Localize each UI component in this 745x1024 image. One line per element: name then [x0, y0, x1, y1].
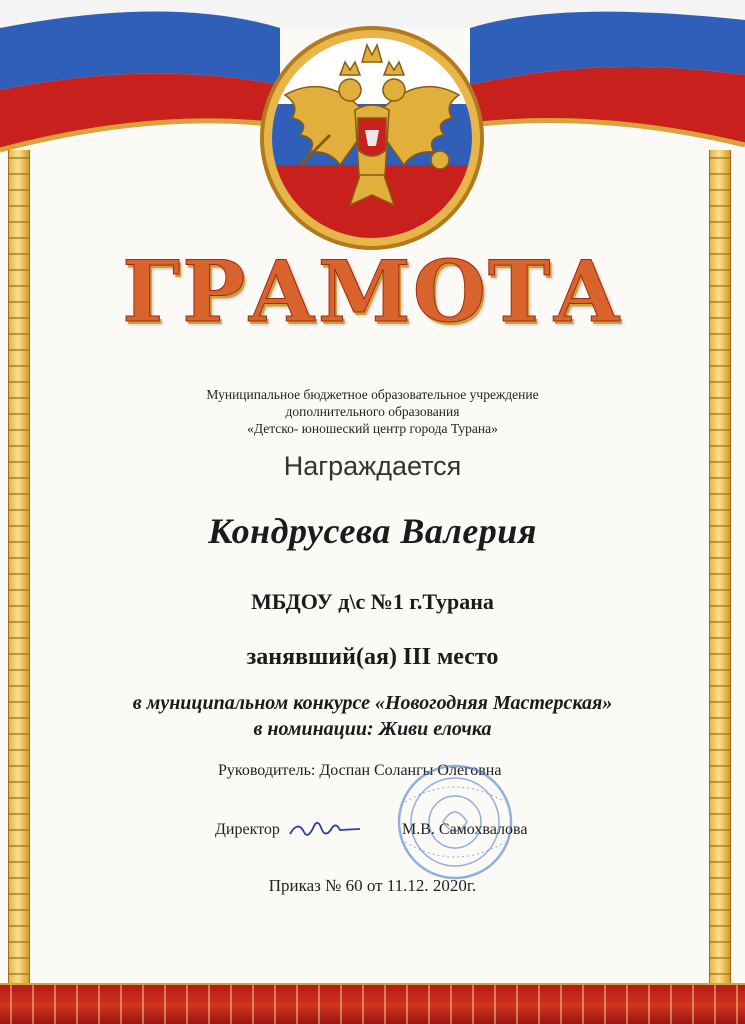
awarded-heading: Награждается	[283, 451, 462, 481]
nomination-line: в номинации: Живи елочка	[253, 718, 492, 740]
recipient-name: Кондрусева Валерия	[208, 511, 537, 551]
school-name: МБДОУ д\с №1 г.Турана	[251, 589, 494, 614]
director-label: Директор	[215, 821, 280, 838]
bottom-ornament-band	[0, 983, 745, 1024]
contest-description	[0, 690, 745, 742]
order-reference: Приказ № 60 от 11.12. 2020г.	[268, 876, 477, 895]
director-name: М.В. Самохвалова	[402, 821, 528, 838]
certificate-title: ГРАМОТА	[122, 242, 623, 341]
place-text: занявший(ая) III место	[246, 644, 499, 670]
contest-line: в муниципальном конкурсе «Новогодняя Мастерская»	[132, 692, 613, 714]
org-line: «Детско- юношеский центр города Турана»	[247, 421, 498, 436]
leader-line: Руководитель: Доспан Солангы Олеговна	[218, 762, 502, 779]
org-line: Муниципальное бюджетное образовательное учреждение	[206, 387, 539, 402]
director-signature	[288, 816, 368, 842]
organization-name	[0, 386, 745, 437]
org-line: дополнительного образования	[285, 404, 460, 419]
russian-flag-ribbon	[0, 0, 745, 260]
